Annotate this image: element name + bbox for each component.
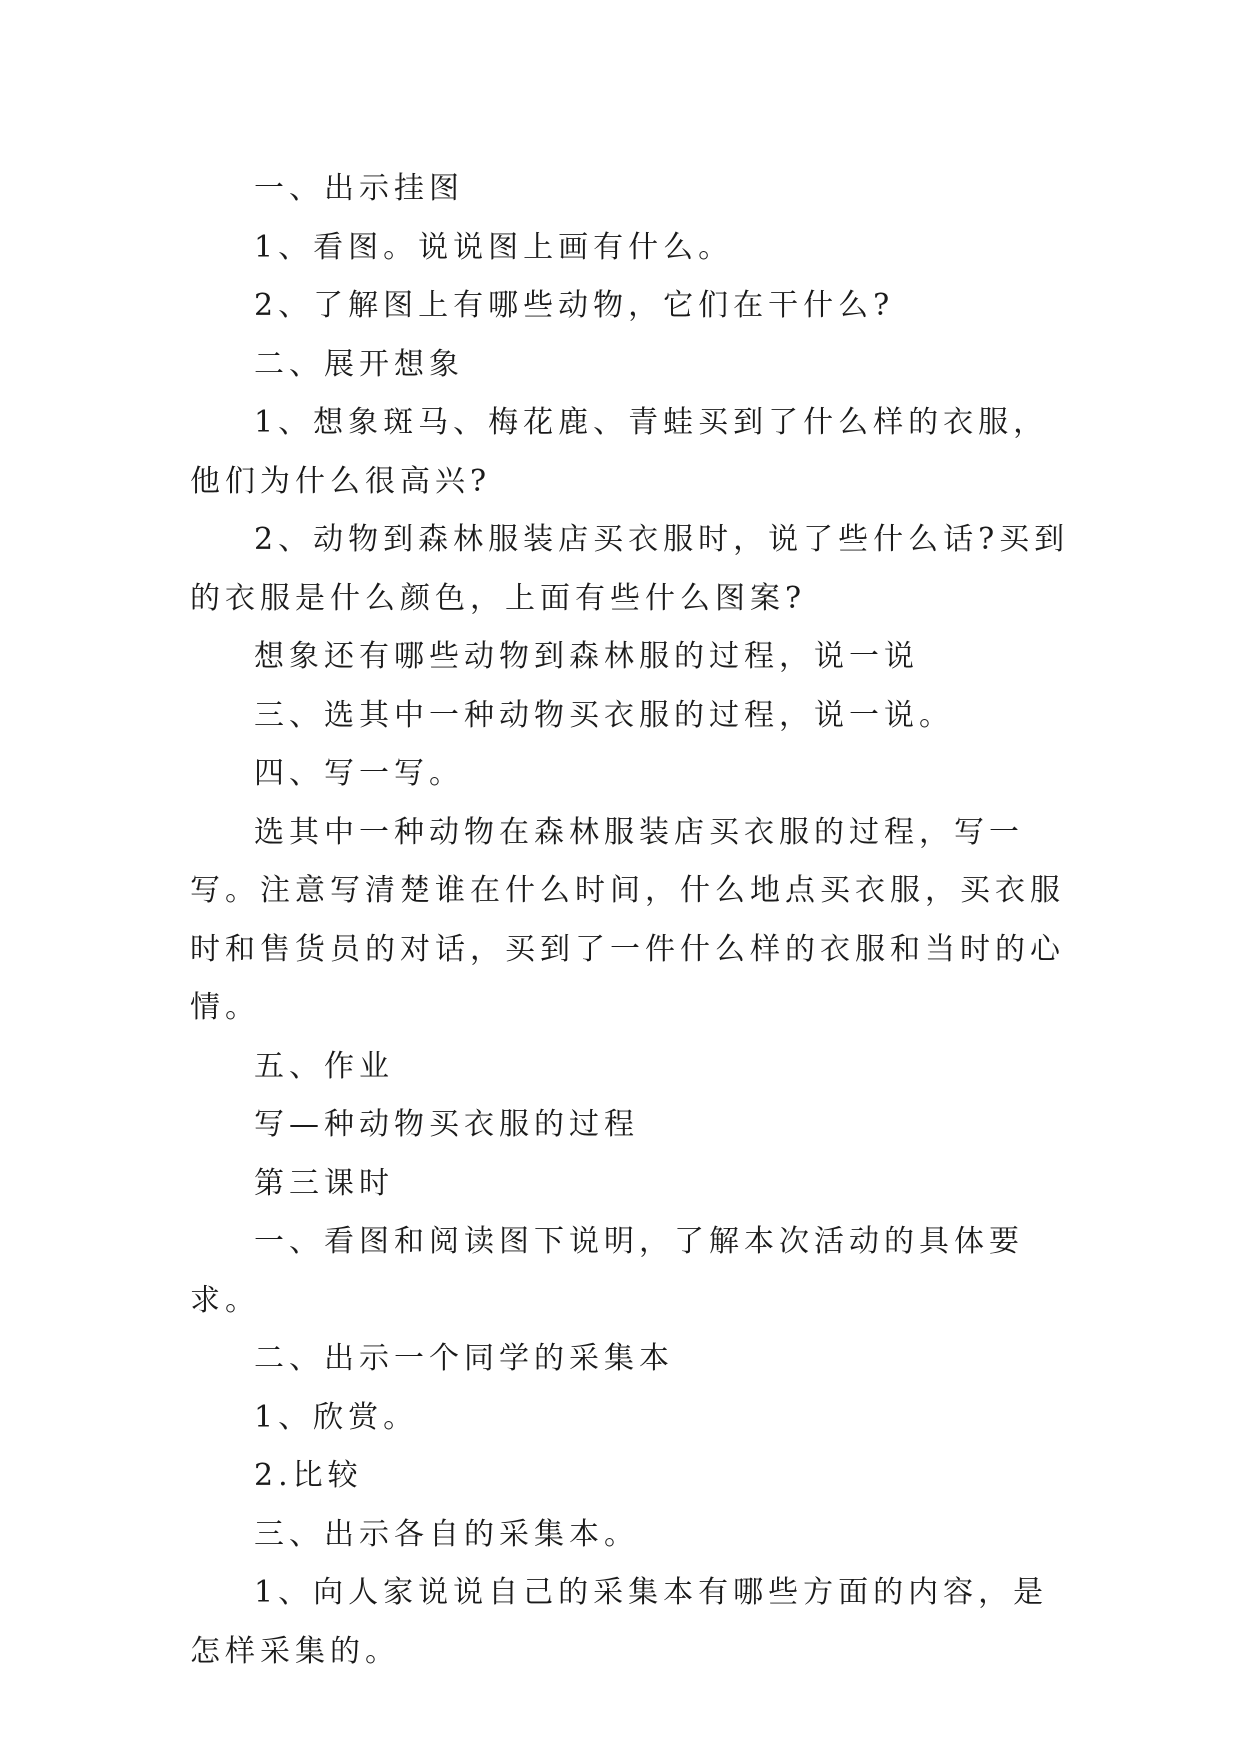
heading-show-own-notebooks: 三、出示各自的采集本。 bbox=[254, 1516, 639, 1552]
heading-choose-animal: 三、选其中一种动物买衣服的过程，说一说。 bbox=[254, 697, 954, 733]
paragraph: 2、了解图上有哪些动物，它们在干什么? bbox=[254, 288, 895, 323]
document-body bbox=[190, 160, 1070, 1681]
paragraph: 选其中一种动物在森林服装店买衣服的过程，写一写。注意写清楚谁在什么时间，什么地点买衣服，买衣服时和售货员的对话，买到了一件什么样的衣服和当时的心情。 bbox=[190, 814, 1065, 1025]
heading-show-notebook: 二、出示一个同学的采集本 bbox=[254, 1341, 674, 1376]
paragraph: 写—种动物买衣服的过程 bbox=[254, 1107, 639, 1142]
heading-homework: 五、作业 bbox=[254, 1048, 394, 1084]
paragraph: 2、动物到森林服装店买衣服时，说了些什么话?买到的衣服是什么颜色，上面有些什么图案? bbox=[190, 522, 1070, 616]
paragraph: 1、欣赏。 bbox=[254, 1399, 419, 1435]
paragraph: 一、看图和阅读图下说明，了解本次活动的具体要求。 bbox=[190, 1224, 1024, 1318]
heading-imagination: 二、展开想象 bbox=[254, 346, 464, 382]
paragraph: 1、向人家说说自己的采集本有哪些方面的内容，是怎样采集的。 bbox=[190, 1575, 1049, 1669]
heading-write: 四、写一写。 bbox=[254, 756, 464, 791]
paragraph: 2.比较 bbox=[254, 1458, 363, 1493]
paragraph: 1、看图。说说图上画有什么。 bbox=[254, 229, 734, 265]
lesson-title: 第三课时 bbox=[254, 1165, 394, 1201]
paragraph: 想象还有哪些动物到森林服的过程，说一说 bbox=[254, 639, 919, 674]
paragraph: 1、想象斑马、梅花鹿、青蛙买到了什么样的衣服，他们为什么很高兴? bbox=[190, 405, 1049, 499]
heading-show-picture: 一、出示挂图 bbox=[254, 171, 464, 206]
